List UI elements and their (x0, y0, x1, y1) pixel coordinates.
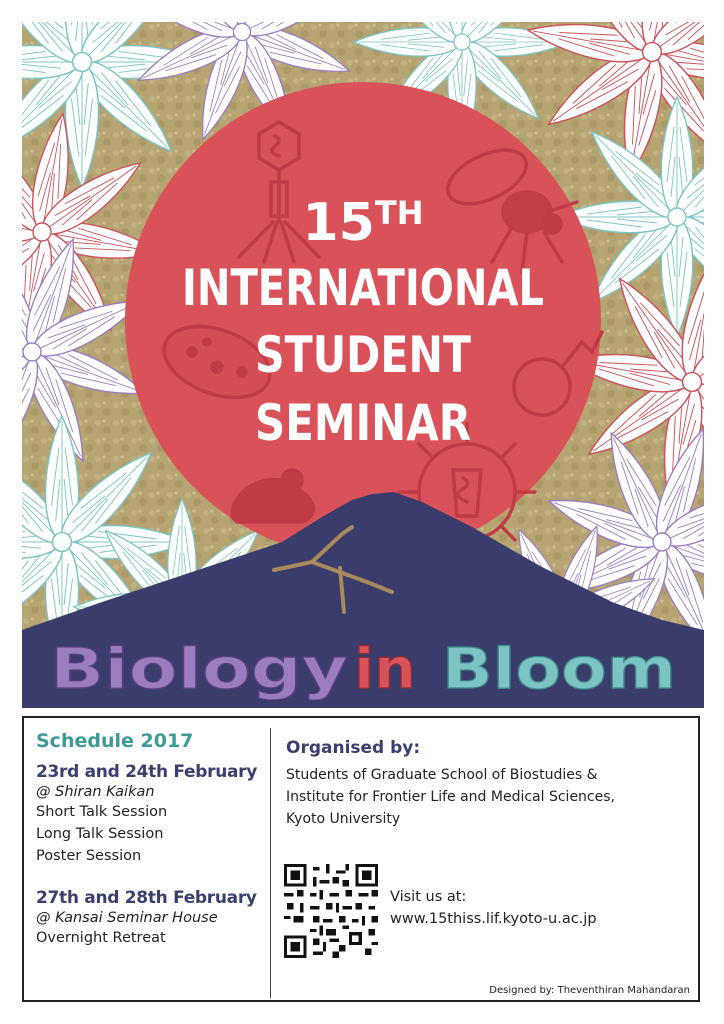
schedule-title: Schedule 2017 (36, 730, 194, 752)
qr-code[interactable] (284, 864, 378, 958)
organiser-heading: Organised by: (286, 738, 421, 758)
title-line-student: Student (255, 326, 471, 384)
event-venue-2: @ Kansai Seminar House (36, 910, 218, 926)
event-item: Short Talk Session (36, 804, 168, 820)
column-divider (270, 728, 271, 998)
tagline-word-in: in (354, 637, 416, 702)
website-link[interactable]: www.15thiss.lif.kyoto-u.ac.jp (390, 911, 597, 927)
designer-credit: Designed by: Theventhiran Mahandaran (489, 985, 690, 996)
title-edition-suffix: TH (374, 194, 424, 232)
tagline-word-biology: Biology (50, 637, 348, 702)
event-dates-2: 27th and 28th February (36, 888, 257, 908)
title-line-seminar: Seminar (255, 394, 471, 452)
event-venue-1: @ Shiran Kaikan (36, 784, 155, 800)
schedule-column (36, 730, 264, 948)
event-item: Overnight Retreat (36, 930, 166, 946)
red-sun (125, 82, 601, 558)
event-item: Poster Session (36, 848, 142, 864)
event-item: Long Talk Session (36, 826, 164, 842)
tagline (50, 637, 676, 702)
title-line-international: International (182, 259, 544, 317)
event-dates-1: 23rd and 24th February (36, 762, 258, 782)
organiser-column (286, 738, 686, 830)
tagline-word-bloom: Bloom (442, 637, 676, 702)
title-edition: 15 (302, 193, 375, 253)
visit-label: Visit us at: (390, 889, 467, 905)
organiser-line: Institute for Frontier Life and Medical Sciences, (286, 789, 615, 805)
organiser-line: Kyoto University (286, 811, 401, 827)
poster-artwork (22, 22, 704, 708)
organiser-line: Students of Graduate School of Biostudies & (286, 767, 598, 783)
visit-block (390, 886, 597, 930)
info-panel (22, 716, 700, 1002)
